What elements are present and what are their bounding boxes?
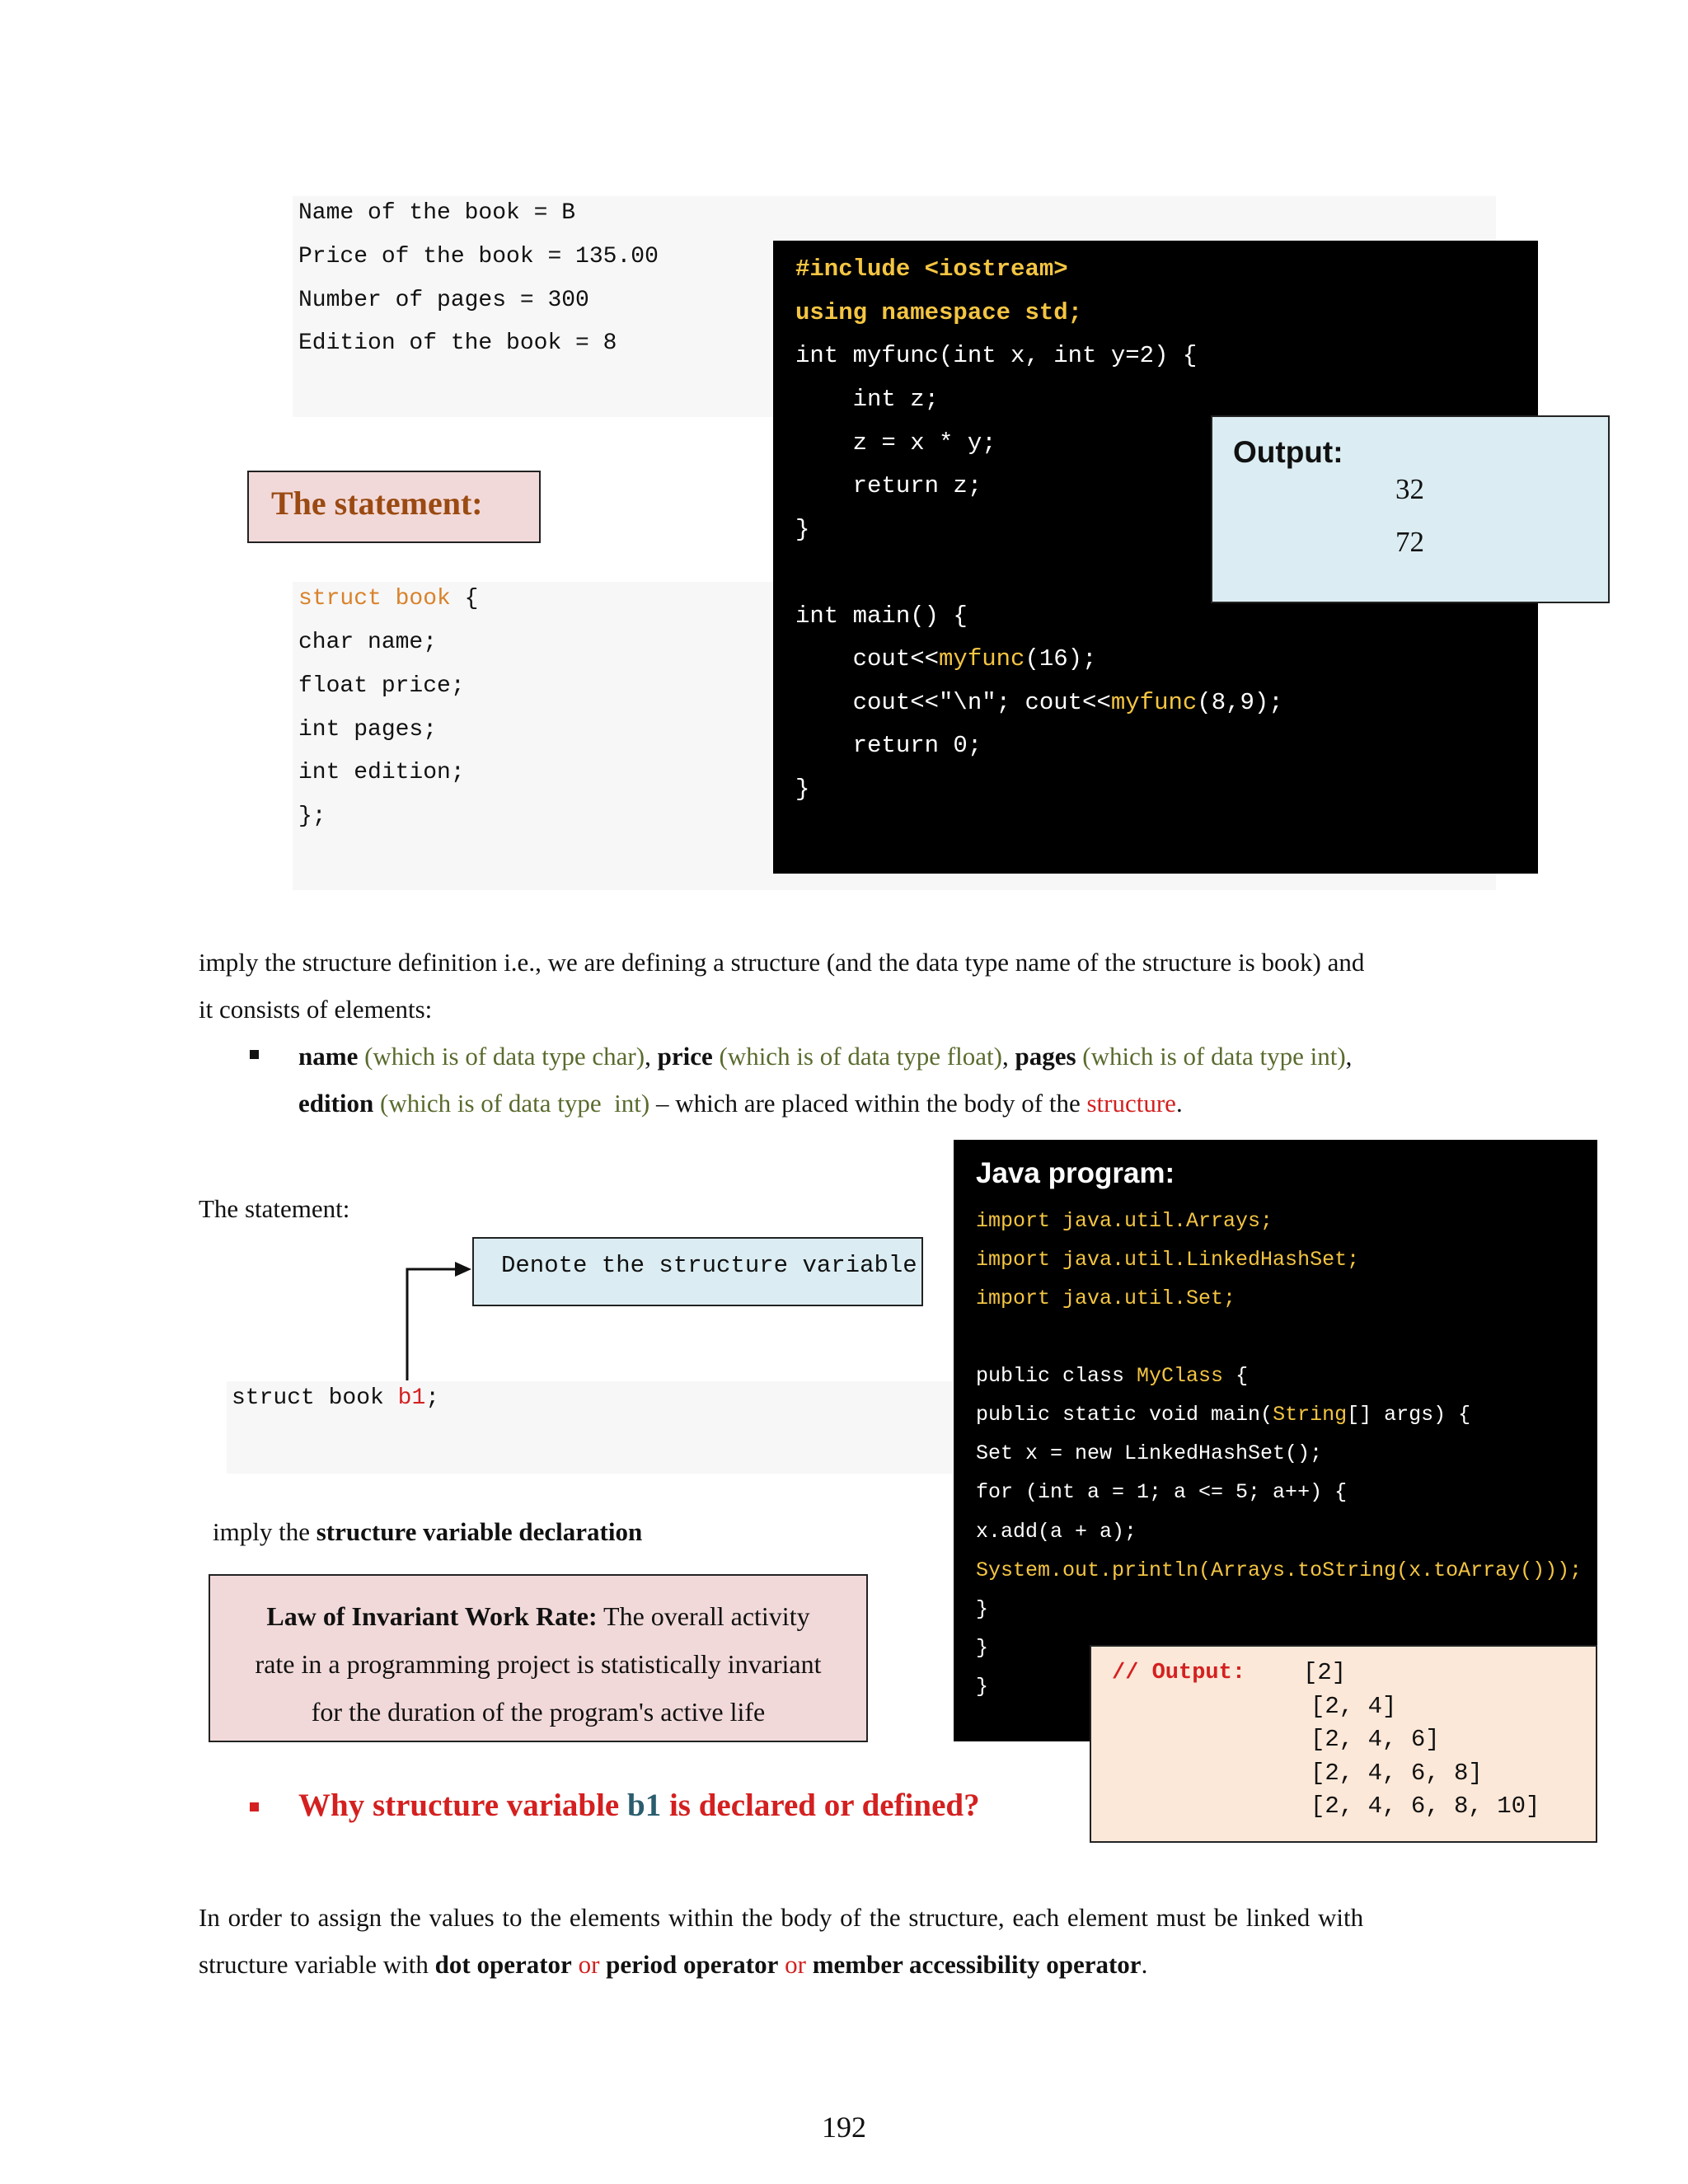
imply-bold: structure variable declaration: [316, 1517, 643, 1546]
java-main-args: [] args) {: [1347, 1403, 1471, 1427]
struct-var-suffix: ;: [425, 1385, 440, 1411]
field-type: (which is of data type int): [380, 1089, 650, 1118]
struct-member-line: int edition;: [298, 760, 465, 785]
java-output-box: [1090, 1645, 1597, 1843]
pointer-arrow: [396, 1253, 474, 1385]
field-name: name: [298, 1042, 359, 1071]
java-close-brace: }: [976, 1597, 989, 1621]
java-program-title: Java program:: [976, 1157, 1175, 1189]
cpp-cout-text: cout<<"\n"; cout<<: [795, 689, 1111, 716]
cpp-func-name: myfunc: [1110, 689, 1198, 716]
field-name: pages: [1015, 1042, 1076, 1071]
bullet-line: edition (which is of data type int) – which are placed within the body of the structure.: [298, 1089, 1183, 1118]
cpp-output-value: 72: [1395, 526, 1424, 558]
paragraph-line: imply the structure definition i.e., we are defining a structure (and the data type name of the structure is book) and: [199, 948, 1365, 977]
p2-period-operator: period operator: [606, 1950, 779, 1979]
java-import-line: import java.util.Arrays;: [976, 1209, 1273, 1233]
cpp-code-line: int main() {: [795, 602, 968, 630]
cpp-code-line: }: [795, 776, 810, 803]
cpp-namespace-line: using namespace std;: [795, 299, 1083, 326]
field-type: (which is of data type int): [1082, 1042, 1346, 1071]
java-main-sig: public static void main(: [976, 1403, 1273, 1427]
question-heading: [298, 1789, 980, 1821]
paragraph-line: [199, 1952, 1147, 1977]
cpp-code-line: [795, 647, 1096, 671]
java-import-line: import java.util.LinkedHashSet;: [976, 1248, 1360, 1272]
paragraph-line: In order to assign the values to the elements within the body of the structure, each element must be linked with: [199, 1903, 1364, 1932]
struct-var-name: b1: [397, 1385, 426, 1411]
cpp-func-name: myfunc: [939, 645, 1025, 673]
cpp-output-value: 32: [1395, 473, 1424, 505]
p2-member-operator: member accessibility operator: [812, 1950, 1142, 1979]
java-close-brace: }: [976, 1675, 989, 1699]
struct-member-line: char name;: [298, 630, 438, 655]
structure-word: structure: [1086, 1089, 1176, 1118]
question-part: is declared or defined?: [661, 1788, 980, 1823]
cpp-code-line: z = x * y;: [795, 429, 996, 457]
law-text: The overall activity: [597, 1601, 810, 1631]
statement-label-box: [247, 471, 541, 543]
cpp-include-line: #include <iostream>: [795, 255, 1068, 283]
java-string-type: String: [1273, 1403, 1348, 1427]
struct-var-prefix: struct book: [232, 1385, 398, 1411]
struct-brace: {: [450, 586, 479, 612]
cpp-code-line: int z;: [795, 386, 940, 413]
denote-callout-text: Denote the structure variable: [501, 1252, 917, 1279]
java-output-line: [2, 4]: [1311, 1693, 1397, 1720]
java-class-brace: {: [1223, 1364, 1249, 1388]
java-import-line: import java.util.Set;: [976, 1286, 1236, 1310]
java-output-line: [2, 4, 6, 8]: [1311, 1760, 1483, 1787]
question-var: b1: [627, 1788, 662, 1823]
struct-member-line: int pages;: [298, 717, 438, 743]
struct-member-line: float price;: [298, 673, 465, 699]
cpp-cout-text: cout<<: [795, 645, 940, 673]
field-name: price: [657, 1042, 713, 1071]
field-name: edition: [298, 1089, 374, 1118]
java-output-line: [2, 4, 6]: [1311, 1726, 1440, 1753]
page-number: 192: [822, 2111, 866, 2144]
cpp-code-line: return z;: [795, 472, 982, 499]
struct-var-line: [232, 1387, 439, 1410]
java-output-line: [2]: [1303, 1659, 1347, 1686]
denote-callout-box: [472, 1237, 923, 1306]
book-output-line: Name of the book = B: [298, 200, 576, 226]
cpp-call-args: (16);: [1025, 645, 1097, 673]
statement-label: The statement:: [271, 485, 483, 522]
statement-label-plain: The statement:: [199, 1194, 350, 1223]
java-code-line: Set x = new LinkedHashSet();: [976, 1441, 1323, 1465]
java-class-keyword: public class: [976, 1364, 1137, 1388]
java-output-label: // Output:: [1112, 1661, 1246, 1685]
field-type: (which is of data type char): [364, 1042, 645, 1071]
bullet-marker: [250, 1050, 259, 1059]
p2-or: or: [571, 1950, 607, 1979]
cpp-code-line: int myfunc(int x, int y=2) {: [795, 342, 1198, 369]
struct-header: [298, 588, 478, 611]
java-close-brace: }: [976, 1636, 989, 1660]
java-code-line: for (int a = 1; a <= 5; a++) {: [976, 1480, 1348, 1504]
law-title: Law of Invariant Work Rate:: [266, 1601, 598, 1631]
struct-keyword: struct book: [298, 586, 451, 612]
imply-prefix: imply the: [213, 1517, 316, 1546]
cpp-output-box: [1211, 415, 1610, 603]
p2-text: structure variable with: [199, 1950, 435, 1979]
java-code-line: [976, 1404, 1470, 1425]
book-output-line: Number of pages = 300: [298, 288, 589, 313]
java-code-line: [976, 1366, 1248, 1386]
law-line: [210, 1603, 866, 1629]
bullet-line: name (which is of data type char), price (which is of data type float), pages (which is of data type int),: [298, 1042, 1353, 1071]
book-output-line: Price of the book = 135.00: [298, 244, 659, 269]
java-output-line: [2, 4, 6, 8, 10]: [1311, 1793, 1540, 1820]
cpp-call-args: (8,9);: [1197, 689, 1283, 716]
question-part: Why structure variable: [298, 1788, 627, 1823]
java-print-line: System.out.println(Arrays.toString(x.toArray()));: [976, 1558, 1582, 1582]
cpp-code-line: }: [795, 516, 810, 543]
p2-dot-operator: dot operator: [434, 1950, 572, 1979]
law-line: rate in a programming project is statistically invariant: [255, 1649, 822, 1679]
cpp-code-line: [795, 691, 1283, 715]
struct-member-line: };: [298, 804, 326, 829]
java-class-name: MyClass: [1137, 1364, 1224, 1388]
paragraph-line: it consists of elements:: [199, 995, 433, 1024]
p2-end: .: [1141, 1950, 1148, 1979]
java-code-line: x.add(a + a);: [976, 1520, 1137, 1544]
cpp-output-title: Output:: [1233, 435, 1343, 469]
question-bullet-marker: [250, 1802, 259, 1811]
book-output-line: Edition of the book = 8: [298, 330, 617, 356]
law-callout-box: [209, 1574, 868, 1742]
imply-declaration-text: [213, 1519, 642, 1544]
law-line: for the duration of the program's active life: [311, 1697, 766, 1727]
bullet-rest: – which are placed within the body of the: [649, 1089, 1087, 1118]
p2-or: or: [778, 1950, 813, 1979]
cpp-code-line: return 0;: [795, 732, 982, 759]
field-type: (which is of data type float): [719, 1042, 1002, 1071]
